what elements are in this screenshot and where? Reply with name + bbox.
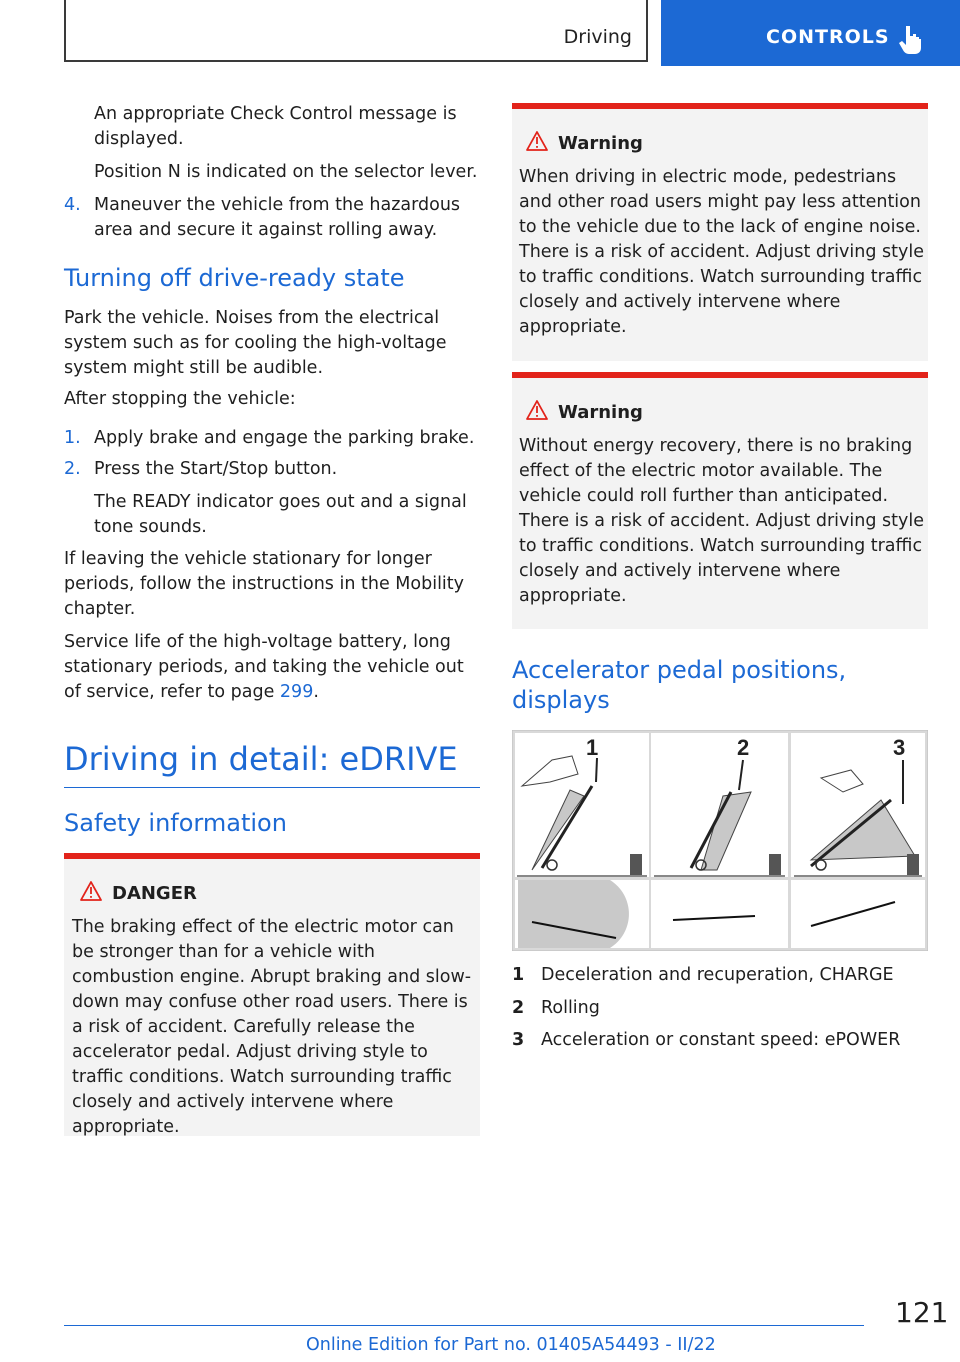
park-vehicle-text: Park the vehicle. Noises from the electrical system such as for cooling the high-voltage system might still be audible. <box>64 308 447 378</box>
step-2-text: Press the Start/Stop button. <box>94 459 338 479</box>
pedal-positions-figure <box>512 730 928 951</box>
step-2-number: 2. <box>64 459 81 479</box>
danger-bar <box>64 853 480 859</box>
step-1-text: Apply brake and engage the parking brake. <box>94 428 475 448</box>
footer-edition: Online Edition for Part no. 01405A54493 - II/22 <box>306 1335 716 1355</box>
figure-label-2: 2 <box>737 735 750 760</box>
legend-number-1: 1 <box>512 965 525 985</box>
legend-number-2: 2 <box>512 998 525 1018</box>
warning-triangle-icon <box>80 881 102 901</box>
warning-1-text: When driving in electric mode, pedestrians and other road users might pay less attention to the vehicle due to the lack of engine noise. There is a risk of accident. Adjust driving style to traffic conditions. Watch surrounding traffic closely and actively intervene where appropriate. <box>519 167 924 337</box>
danger-text: The braking effect of the electric motor can be stronger than for a vehicle with combustion engine. Abrupt braking and slow-down may confuse other road users. There is a risk of accident. Carefully release the accelerator pedal. Adjust driving style to traffic conditions. Watch surrounding traffic closely and actively intervene where appropriate. <box>72 917 472 1137</box>
check-control-text: An appropriate Check Control message is displayed. <box>94 104 457 149</box>
footer-rule <box>64 1325 864 1326</box>
service-life-body: Service life of the high-voltage battery, long stationary periods, and taking the vehicle out of service, refer to page <box>64 632 464 702</box>
page-299-link[interactable]: 299 <box>279 682 314 702</box>
header-tab-label: CONTROLS <box>766 26 890 48</box>
header-left-frame <box>64 0 648 62</box>
figure-panel-1 <box>515 733 649 948</box>
warning-triangle-icon <box>526 131 548 151</box>
warning-2-text: Without energy recovery, there is no braking effect of the electric motor available. The vehicle could roll further than anticipated. There is a risk of accident. Adjust driving style to traffic conditions. Watch surrounding traffic closely and actively intervene where appropriate. <box>519 436 924 606</box>
warning-bar-2 <box>512 372 928 378</box>
legend-text-1: Deceleration and recuperation, CHARGE <box>541 965 894 985</box>
warning-triangle-icon <box>526 400 548 420</box>
figure-label-3: 3 <box>893 735 906 760</box>
step-1-number: 1. <box>64 428 81 448</box>
step-4-number: 4. <box>64 195 81 215</box>
after-stopping-text: After stopping the vehicle: <box>64 389 296 409</box>
heading-safety-info: Safety information <box>64 809 287 837</box>
warning-bar-1 <box>512 103 928 109</box>
warning-box-2 <box>512 372 928 629</box>
figure-panel-2 <box>651 733 788 948</box>
legend-text-3: Acceleration or constant speed: ePOWER <box>541 1030 901 1050</box>
leaving-vehicle-text: If leaving the vehicle stationary for longer periods, follow the instructions in the Mobility chapter. <box>64 549 465 619</box>
header-section-title: Driving <box>563 26 632 48</box>
danger-box <box>64 853 480 1136</box>
heading-underline <box>64 787 480 788</box>
warning-box-1 <box>512 103 928 361</box>
pointing-hand-icon <box>897 24 923 54</box>
warning-2-title: Warning <box>558 402 643 423</box>
legend-text-2: Rolling <box>541 998 600 1018</box>
service-life-text: Service life of the high-voltage battery, long stationary periods, and taking the vehicle out of service, refer to page 299. <box>64 632 464 702</box>
figure-panel-3 <box>791 733 925 948</box>
heading-pedal-positions: Accelerator pedal positions, displays <box>512 656 847 714</box>
danger-title: DANGER <box>112 883 197 904</box>
legend-number-3: 3 <box>512 1030 525 1050</box>
position-n-text: Position N is indicated on the selector lever. <box>94 162 478 182</box>
page-number: 121 <box>895 1296 949 1329</box>
ready-indicator-text: The READY indicator goes out and a signal tone sounds. <box>94 492 467 537</box>
step-4-text: Maneuver the vehicle from the hazardous area and secure it against rolling away. <box>94 195 461 240</box>
warning-1-title: Warning <box>558 133 643 154</box>
heading-turning-off: Turning off drive-ready state <box>64 264 405 292</box>
figure-label-1: 1 <box>586 735 599 760</box>
heading-edrive: Driving in detail: eDRIVE <box>64 740 458 778</box>
header-controls-tab[interactable] <box>661 0 960 66</box>
